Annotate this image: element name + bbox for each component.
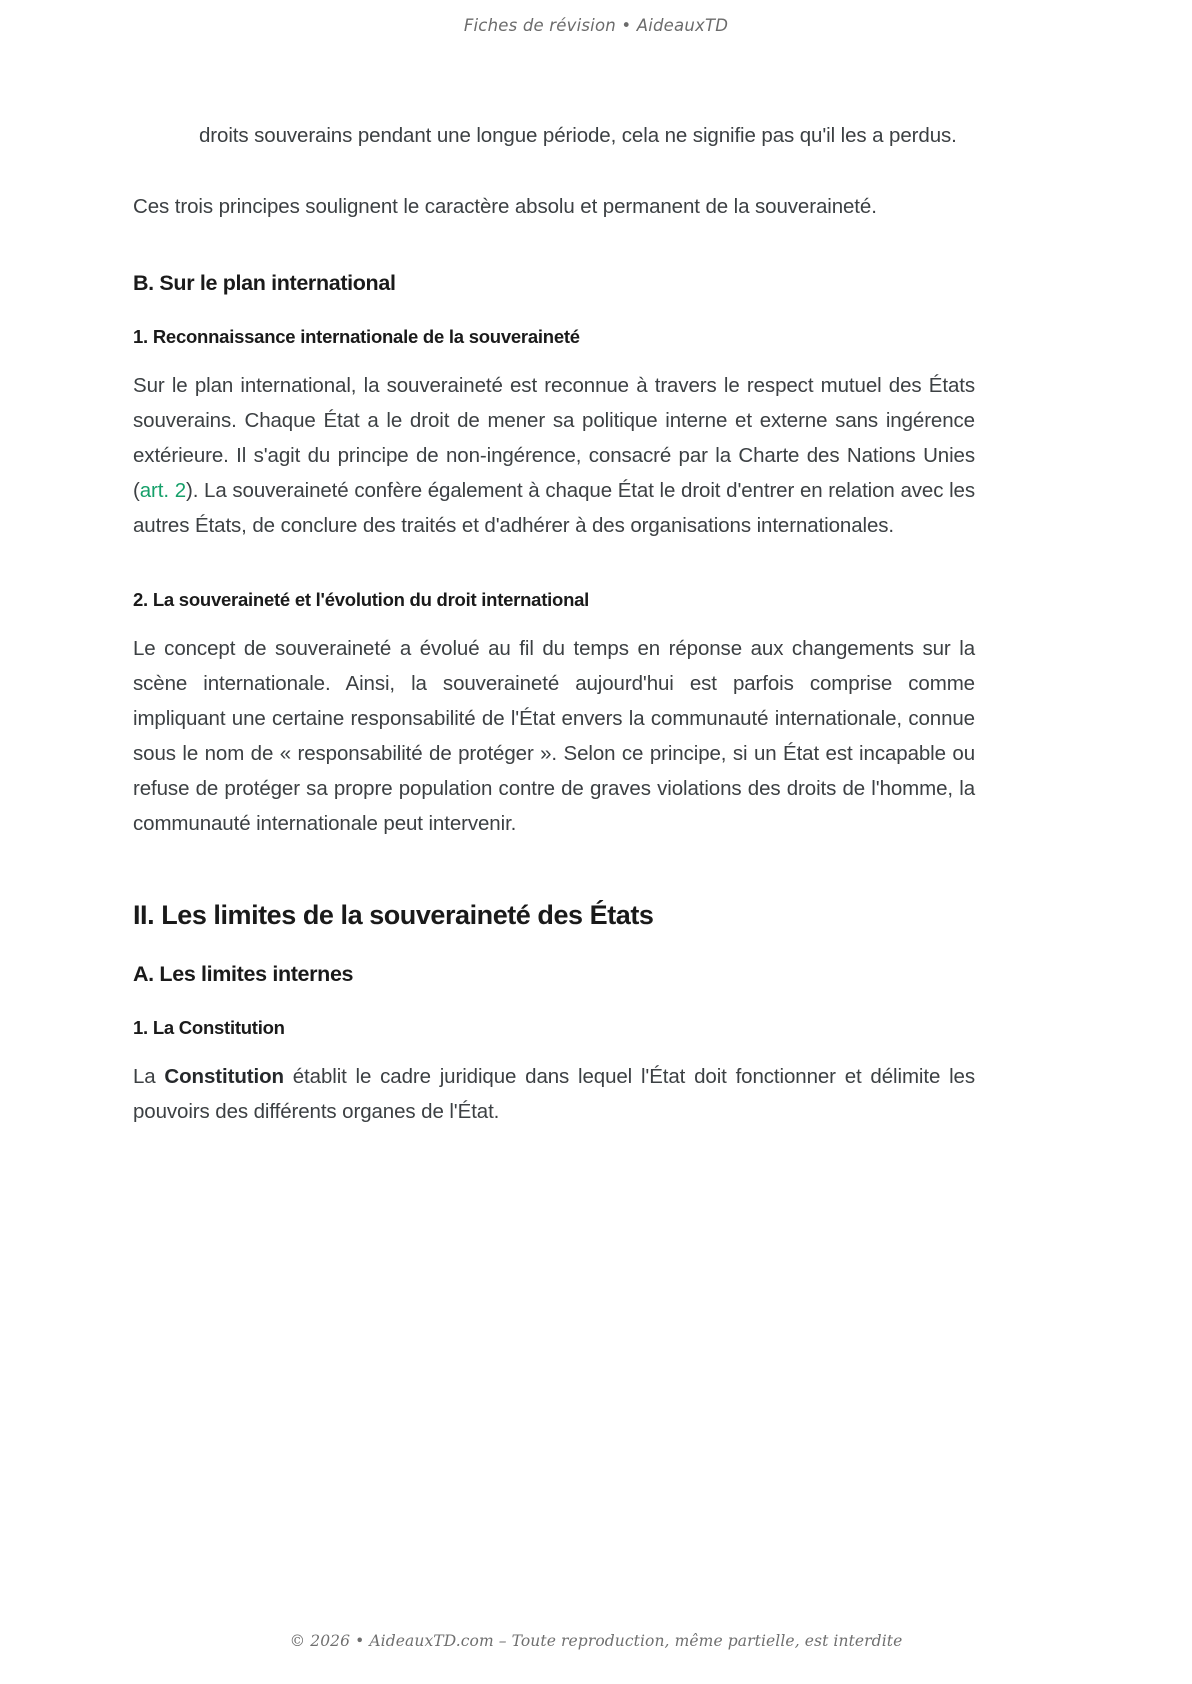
paragraph-reconnaissance-text-before: Sur le plan international, la souveraineté est reconnue à travers le respect mutuel des États souverains. Chaque État a le droit de mener sa politique interne et externe sans ingérence extérieure. Il s'agit du principe de non-ingérence, consacré par la Charte des Nations Unies ( <box>133 374 975 502</box>
heading-a1-la-constitution: 1. La Constitution <box>133 1017 285 1038</box>
heading-b1-reconnaissance: 1. Reconnaissance internationale de la souveraineté <box>133 326 580 347</box>
paragraph-evolution-souverainete: Le concept de souveraineté a évolué au fil du temps en réponse aux changements sur la scène internationale. Ainsi, la souveraineté aujourd'hui est parfois comprise comme impliquant une certaine responsabilité de l'État envers la communauté internationale, connue sous le nom de « responsabilité de protéger ». Selon ce principe, si un État est incapable ou refuse de protéger sa propre population contre de graves violations des droits de l'homme, la communauté internationale peut intervenir. <box>133 637 975 835</box>
article-reference-link[interactable]: art. 2 <box>139 479 186 502</box>
page-footer-copyright: © 2026 • AideauxTD.com – Toute reproduction, même partielle, est interdite <box>289 1632 903 1650</box>
heading-b-plan-international: B. Sur le plan international <box>133 271 396 295</box>
paragraph-constitution-text-after: établit le cadre juridique dans lequel l'État doit fonctionner et délimite les pouvoirs des différents organes de l'État. <box>133 1065 975 1123</box>
paragraph-constitution-text-before: La <box>133 1065 165 1088</box>
paragraph-reconnaissance <box>133 368 975 543</box>
document-content <box>133 118 975 1155</box>
continued-list-paragraph: droits souverains pendant une longue période, cela ne signifie pas qu'il les a perdus. <box>199 124 957 147</box>
paragraph-constitution <box>133 1059 975 1129</box>
paragraph-constitution-bold-term: Constitution <box>164 1065 284 1088</box>
heading-b2-evolution-droit: 2. La souveraineté et l'évolution du droit international <box>133 589 590 610</box>
heading-a-limites-internes: A. Les limites internes <box>133 962 354 986</box>
paragraph-reconnaissance-text-after: ). La souveraineté confère également à chaque État le droit d'entrer en relation avec les autres États, de conclure des traités et d'adhérer à des organisations internationales. <box>133 479 975 537</box>
paragraph-trois-principes: Ces trois principes soulignent le caractère absolu et permanent de la souveraineté. <box>133 195 877 218</box>
page-running-header: Fiches de révision • AideauxTD <box>463 16 729 35</box>
heading-ii-limites-souverainete: II. Les limites de la souveraineté des États <box>133 900 654 930</box>
